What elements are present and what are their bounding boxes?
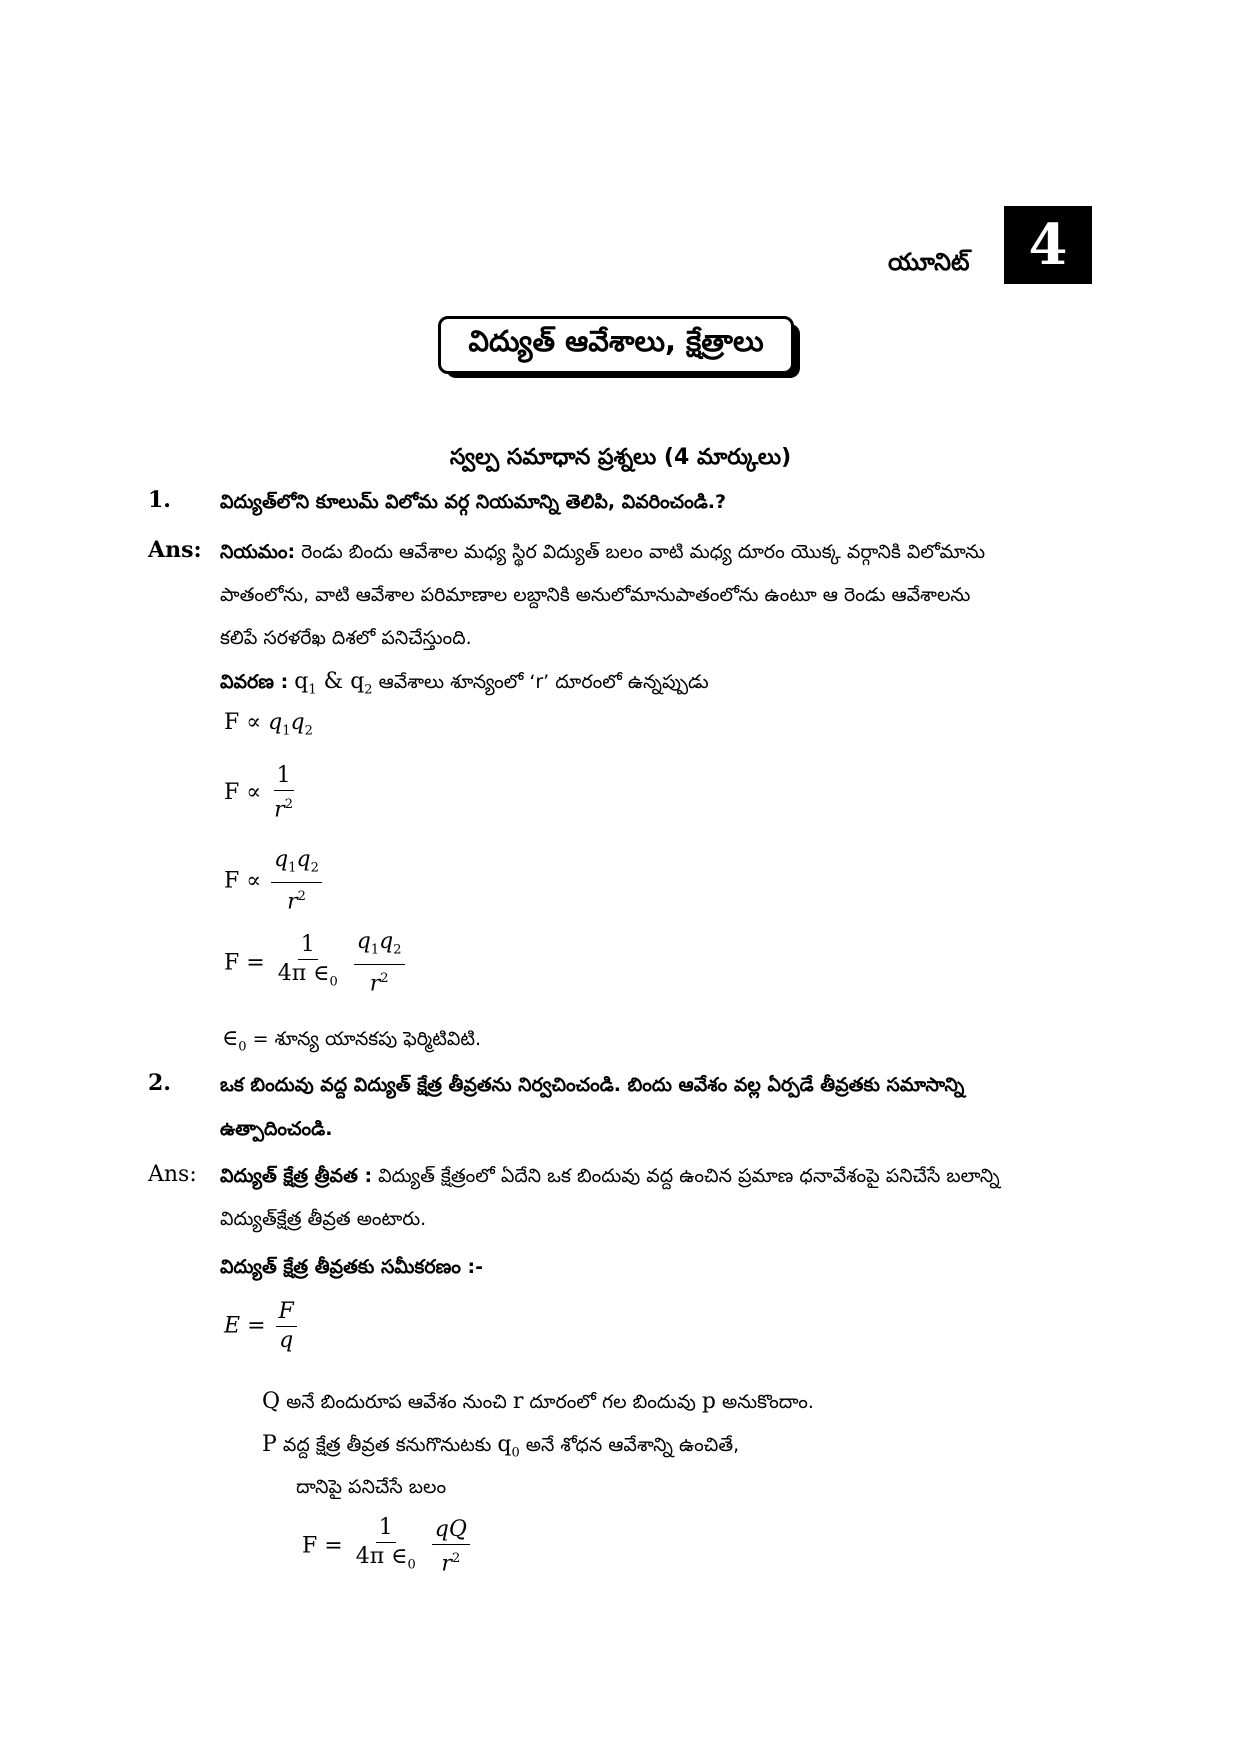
law-label: నియమం: bbox=[220, 541, 296, 563]
epsilon-definition: $\in_0$ = శూన్య యానకపు ఫెర్మిటివిటి. bbox=[222, 1026, 482, 1055]
definition-line-1: విద్యుత్ క్షేత్రంలో ఏదేని ఒక బిందువు వద్ద ఉంచిన ప్రమాణ ధనావేశంపై పనిచేసే బలాన్ని bbox=[378, 1165, 1000, 1187]
explanation-label: వివరణ : bbox=[220, 671, 289, 693]
equation-2: F ∝ $\frac{1}{r^2}$ bbox=[224, 763, 293, 823]
answer-2-label: Ans: bbox=[148, 1162, 197, 1187]
definition-label: విద్యుత్ క్షేత్ర త్రీవత : bbox=[220, 1165, 373, 1187]
question-2-line-1: ఒక బిందువు వద్ద విద్యుత్ క్షేత్ర తీవ్రతను నిర్వచించండి. బిందు ఆవేశం వల్ల ఏర్పడే తీవ్రతకు సమాసాన్ని bbox=[220, 1074, 965, 1096]
question-1-number: 1. bbox=[148, 487, 171, 513]
answer-2-definition bbox=[220, 1155, 1100, 1241]
law-line-3: కలిపే సరళరేఖ దిశలో పనిచేస్తుంది. bbox=[220, 627, 472, 649]
force-line: దానిపై పనిచేసే బలం bbox=[296, 1476, 447, 1498]
chapter-title-frame bbox=[438, 316, 802, 380]
equation-1: $F \propto q_1q_2$ bbox=[224, 710, 313, 739]
answer-1-law bbox=[220, 531, 1100, 660]
explanation-line: వివరణ : $q_1$ & $q_2$ ఆవేశాలు శూన్యంలో ‘r’ దూరంలో ఉన్నప్పుడు bbox=[220, 669, 709, 698]
explanation-text: ఆవేశాలు శూన్యంలో ‘r’ దూరంలో ఉన్నప్పుడు bbox=[378, 671, 709, 693]
section-heading: స్వల్ప సమాధాన ప్రశ్నలు (4 మార్కులు) bbox=[449, 445, 792, 470]
equation-e: E = $\frac{F}{q}$ bbox=[224, 1298, 300, 1355]
equation-force: F = $\frac{1}{4\pi \in_0}$ $\frac{qQ}{r^2}$ bbox=[302, 1514, 473, 1579]
question-1-text: విద్యుత్‌లోని కూలుమ్ విలోమ వర్గ నియమాన్ని తెలిపి, వివరించండి.? bbox=[220, 491, 727, 513]
question-2-number: 2. bbox=[148, 1070, 171, 1096]
equation-heading: విద్యుత్ క్షేత్ర తీవ్రతకు సమీకరణం :- bbox=[220, 1256, 484, 1278]
answer-1-label: Ans: bbox=[148, 537, 202, 563]
unit-number-badge: 4 bbox=[1004, 206, 1092, 284]
law-line-2: పాతంలోను, వాటి ఆవేశాల పరిమాణాల లబ్దానికి అనులోమానుపాతంలోను ఉంటూ ఆ రెండు ఆవేశాలను bbox=[220, 584, 971, 606]
definition-line-2: విద్యుత్‌క్షేత్ర తీవ్రత అంటారు. bbox=[220, 1208, 427, 1230]
question-2-line-2: ఉత్పాదించండి. bbox=[220, 1118, 333, 1140]
law-line-1: రెండు బిందు ఆవేశాల మధ్య స్థిర విద్యుత్ బలం వాటి మధ్య దూరం యొక్క వర్గానికి విలోమాను bbox=[301, 541, 986, 563]
equation-3: F ∝ $\frac{q_1q_2}{r^2}$ bbox=[224, 846, 325, 917]
chapter-title: విద్యుత్ ఆవేశాలు, క్షేత్రాలు bbox=[438, 316, 794, 374]
equation-4: F = $\frac{1}{4\pi \in_0}$ $\frac{q_1q_2}{r^2}$ bbox=[224, 928, 408, 999]
unit-label: యూనిట్ bbox=[888, 248, 970, 276]
question-2-text bbox=[220, 1063, 1100, 1151]
point-charge-line: Q అనే బిందురూప ఆవేశం నుంచి r దూరంలో గల బిందువు p అనుకొందాం. bbox=[262, 1389, 814, 1414]
test-charge-line: P వద్ద క్షేత్ర తీవ్రత కనుగొనుటకు $q_0$ అనే శోధన ఆవేశాన్ని ఉంచితే, bbox=[262, 1432, 740, 1461]
